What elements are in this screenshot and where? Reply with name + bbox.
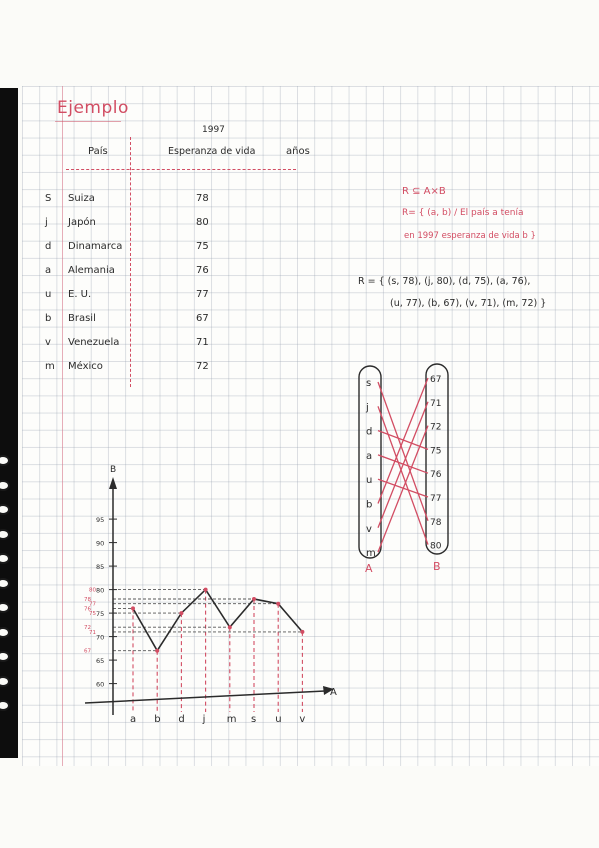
binding-ring — [0, 455, 10, 466]
binding-ring — [0, 553, 10, 564]
binding-ring — [0, 578, 10, 589]
x-tick-label: j — [202, 714, 206, 725]
set-a-label: A — [365, 562, 373, 575]
row-letter: m — [45, 361, 55, 372]
row-country: Venezuela — [68, 337, 120, 348]
set-b-element: 77 — [430, 494, 442, 504]
binding-ring — [0, 480, 10, 491]
data-point — [155, 649, 159, 653]
row-letter: S — [45, 193, 52, 204]
mapping-arrow — [378, 406, 428, 544]
table-header-rule — [66, 169, 296, 170]
column-anos: años — [286, 146, 310, 157]
relation-set-line1: R = { (s, 78), (j, 80), (d, 75), (a, 76), — [358, 276, 531, 287]
set-b-element: 76 — [430, 470, 442, 481]
set-b-element: 71 — [430, 398, 442, 409]
mapping-arrow — [378, 378, 428, 504]
set-a-element: b — [366, 499, 373, 511]
data-point — [300, 630, 304, 634]
row-value: 78 — [196, 193, 209, 204]
row-letter: a — [45, 265, 52, 276]
row-country: Suiza — [68, 193, 95, 204]
row-country: Japón — [68, 217, 96, 228]
set-b-element: 78 — [430, 517, 442, 528]
y-axis-label: B — [110, 465, 117, 475]
set-a-element: d — [366, 426, 373, 438]
table-row — [0, 361, 599, 377]
relation-subset: R ⊆ A×B — [402, 186, 446, 197]
row-country: Brasil — [68, 313, 96, 324]
year-label: 1997 — [202, 125, 225, 135]
y-axis-arrow-icon — [109, 477, 117, 489]
set-a-element: v — [366, 523, 372, 535]
relation-definition-line1: R= { (a, b) / El país a tenía — [402, 208, 524, 218]
set-a-element: m — [366, 548, 376, 560]
y-tick-label: 60 — [96, 680, 105, 689]
mapping-arrow — [378, 426, 428, 552]
sagittal-diagram — [340, 360, 470, 575]
row-value: 80 — [196, 217, 209, 228]
y-tick-label: 90 — [96, 539, 105, 548]
row-letter: d — [45, 241, 52, 252]
value-label: 71 — [89, 629, 96, 636]
row-value: 76 — [196, 265, 209, 276]
y-tick-label: 80 — [96, 586, 105, 595]
table-row — [0, 313, 599, 329]
row-value: 77 — [196, 289, 209, 300]
row-country: E. U. — [68, 289, 92, 300]
binding-ring — [0, 651, 10, 662]
data-point — [179, 611, 183, 615]
notebook-binding — [0, 88, 18, 758]
x-axis-label: A — [330, 687, 337, 698]
data-point — [276, 602, 280, 606]
row-value: 72 — [196, 361, 209, 372]
binding-ring — [0, 700, 10, 711]
value-label: 67 — [84, 648, 91, 655]
binding-ring — [0, 504, 10, 515]
binding-ring — [0, 627, 10, 638]
x-axis — [85, 691, 325, 703]
set-b-element: 67 — [430, 375, 442, 385]
row-letter: j — [45, 217, 48, 228]
y-tick-label: 70 — [96, 633, 105, 642]
set-a-element: u — [366, 475, 373, 487]
relation-definition-line2: en 1997 esperanza de vida b } — [404, 231, 536, 241]
x-tick-label: m — [226, 714, 237, 725]
set-b-element: 80 — [430, 541, 442, 552]
value-label: 72 — [84, 625, 91, 632]
data-point — [252, 597, 256, 601]
binding-ring — [0, 676, 10, 687]
column-esperanza: Esperanza de vida — [168, 146, 256, 157]
set-b-label: B — [433, 560, 441, 573]
row-country: Alemania — [68, 265, 115, 276]
y-tick-label: 65 — [96, 657, 105, 666]
x-tick-label: b — [154, 714, 161, 725]
margin-line — [62, 86, 63, 766]
data-point — [204, 588, 208, 592]
set-b-element: 72 — [430, 422, 442, 433]
row-country: Dinamarca — [68, 241, 123, 252]
row-value: 71 — [196, 337, 209, 348]
set-a-element: a — [366, 450, 373, 462]
set-b-element: 75 — [430, 446, 442, 457]
row-country: México — [68, 361, 103, 372]
page-title: Ejemplo — [57, 98, 129, 118]
x-tick-label: a — [130, 714, 137, 725]
title-underline — [55, 121, 121, 122]
value-label: 75 — [89, 611, 96, 618]
y-tick-label: 95 — [96, 516, 105, 525]
row-letter: b — [45, 313, 52, 324]
x-tick-label: u — [275, 714, 282, 725]
table-row — [0, 337, 599, 353]
value-label: 80 — [89, 587, 96, 594]
row-letter: v — [45, 337, 51, 348]
x-tick-label: s — [251, 714, 257, 725]
life-expectancy-chart — [80, 460, 350, 735]
row-value: 75 — [196, 241, 209, 252]
x-tick-label: v — [299, 714, 306, 725]
binding-ring — [0, 602, 10, 613]
table-row — [0, 193, 599, 209]
relation-set-line2: (u, 77), (b, 67), (v, 71), (m, 72) } — [390, 298, 547, 309]
column-pais: País — [88, 146, 108, 157]
value-label: 77 — [89, 601, 96, 608]
y-tick-label: 75 — [96, 610, 105, 619]
table-row — [0, 241, 599, 257]
mapping-arrow — [378, 402, 428, 528]
row-value: 67 — [196, 313, 209, 324]
data-point — [228, 625, 232, 629]
set-a-element: s — [366, 378, 372, 389]
value-label: 78 — [84, 597, 91, 603]
binding-ring — [0, 529, 10, 540]
data-point — [131, 606, 135, 610]
x-tick-label: d — [178, 714, 185, 725]
value-label: 76 — [84, 606, 91, 613]
y-tick-label: 85 — [96, 563, 105, 572]
row-letter: u — [45, 289, 52, 300]
mapping-arrow — [378, 382, 428, 521]
set-a-element: j — [366, 402, 369, 414]
